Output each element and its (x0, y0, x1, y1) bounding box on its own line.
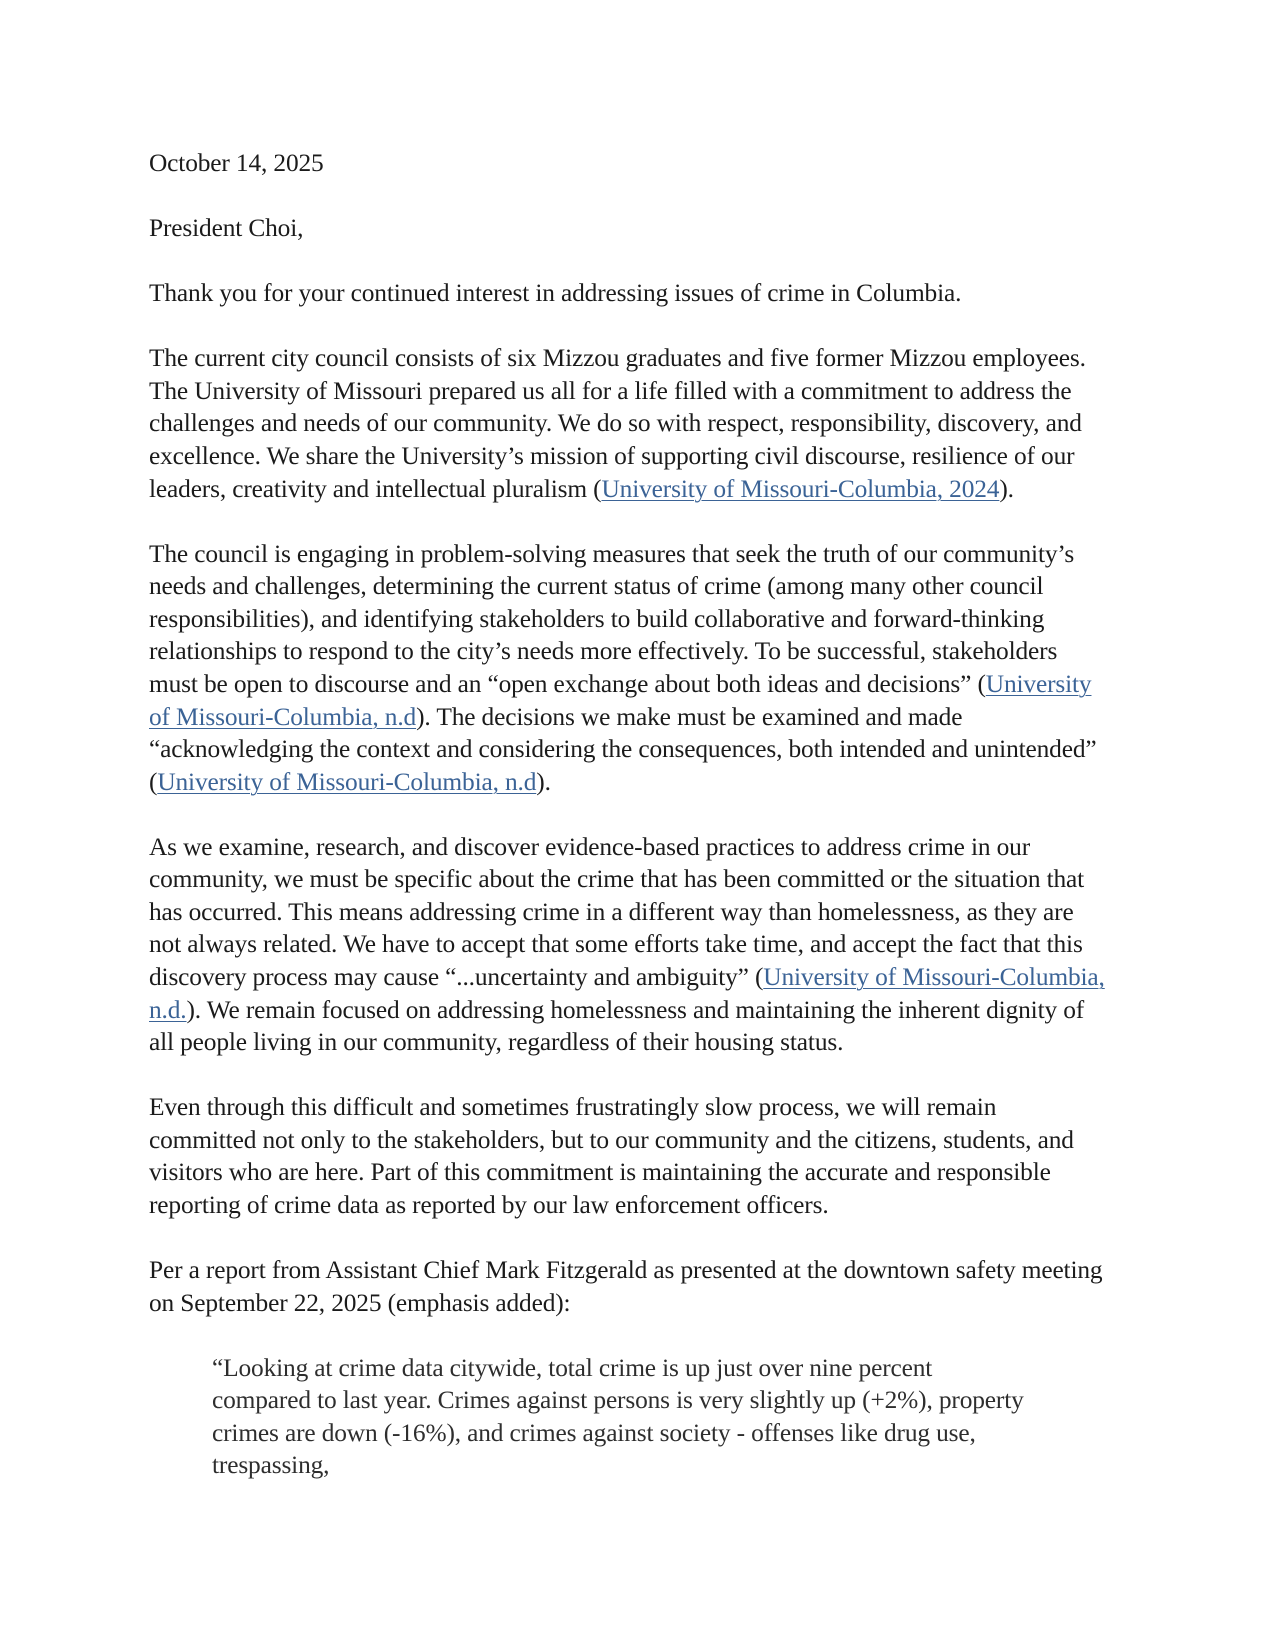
letter-date: October 14, 2025 (149, 149, 324, 177)
citation-link[interactable]: University of Missouri-Columbia, 2024 (601, 474, 1000, 503)
citation-link[interactable]: University of Missouri-Columbia, n.d (149, 669, 1092, 731)
paragraph-text: ). (999, 474, 1014, 503)
paragraph-problem-solving (149, 538, 1109, 799)
block-quote: “Looking at crime data citywide, total crime is up just over nine percent compared to last year. Crimes against persons is very slightly up (+2%), property crimes are down (-16%), and crimes against society - offenses like drug use, trespassing, (212, 1353, 1024, 1480)
paragraph-text: ). (536, 767, 551, 796)
citation-link[interactable]: University of Missouri-Columbia, n.d. (149, 962, 1105, 1024)
paragraph-council-mizzou (149, 342, 1109, 505)
paragraph-text: The council is engaging in problem-solving measures that seek the truth of our community’s needs and challenges, determining the current status of crime (among many other council responsibilities), and identifying stakeholders to build collaborative and forward-thinking relationships to respond to the city’s needs more effectively. To be successful, stakeholders must be open to discourse and an “open exchange about both ideas and decisions” ( (149, 539, 1075, 698)
paragraph-text: ). The decisions we make must be examined and made “acknowledging the context and considering the consequences, both intended and unintended” ( (149, 702, 1097, 796)
intro-paragraph: Thank you for your continued interest in addressing issues of crime in Columbia. (149, 279, 962, 308)
letter-page (149, 147, 1109, 1482)
citation-link[interactable]: University of Missouri-Columbia, n.d (157, 767, 537, 796)
letter-salutation: President Choi, (149, 214, 304, 243)
paragraph-text: As we examine, research, and discover evidence-based practices to address crime in our community, we must be specific about the crime that has been committed or the situation that has occurred. This means addressing crime in a different way than homelessness, as they are not always related. We have to accept that some efforts take time, and accept the fact that this discovery process may cause “...uncertainty and ambiguity” ( (149, 832, 1085, 991)
paragraph-report-intro: Per a report from Assistant Chief Mark Fitzgerald as presented at the downtown safety meeting on September 22, 2025 (emphasis added): (149, 1256, 1103, 1317)
paragraph-evidence-based (149, 831, 1109, 1059)
paragraph-commitment: Even through this difficult and sometimes frustratingly slow process, we will remain committed not only to the stakeholders, but to our community and the citizens, students, and visitors who are here. Part of this commitment is maintaining the accurate and responsible reporting of crime data as reported by our law enforcement officers. (149, 1093, 1074, 1219)
paragraph-text: The current city council consists of six Mizzou graduates and five former Mizzou employees. The University of Missouri prepared us all for a life filled with a commitment to address the challenges and needs of our community. We do so with respect, responsibility, discovery, and excellence. We share the University’s mission of supporting civil discourse, resilience of our leaders, creativity and intellectual pluralism ( (149, 344, 1086, 503)
paragraph-text: ). We remain focused on addressing homelessness and maintaining the inherent dignity of all people living in our community, regardless of their housing status. (149, 995, 1085, 1057)
